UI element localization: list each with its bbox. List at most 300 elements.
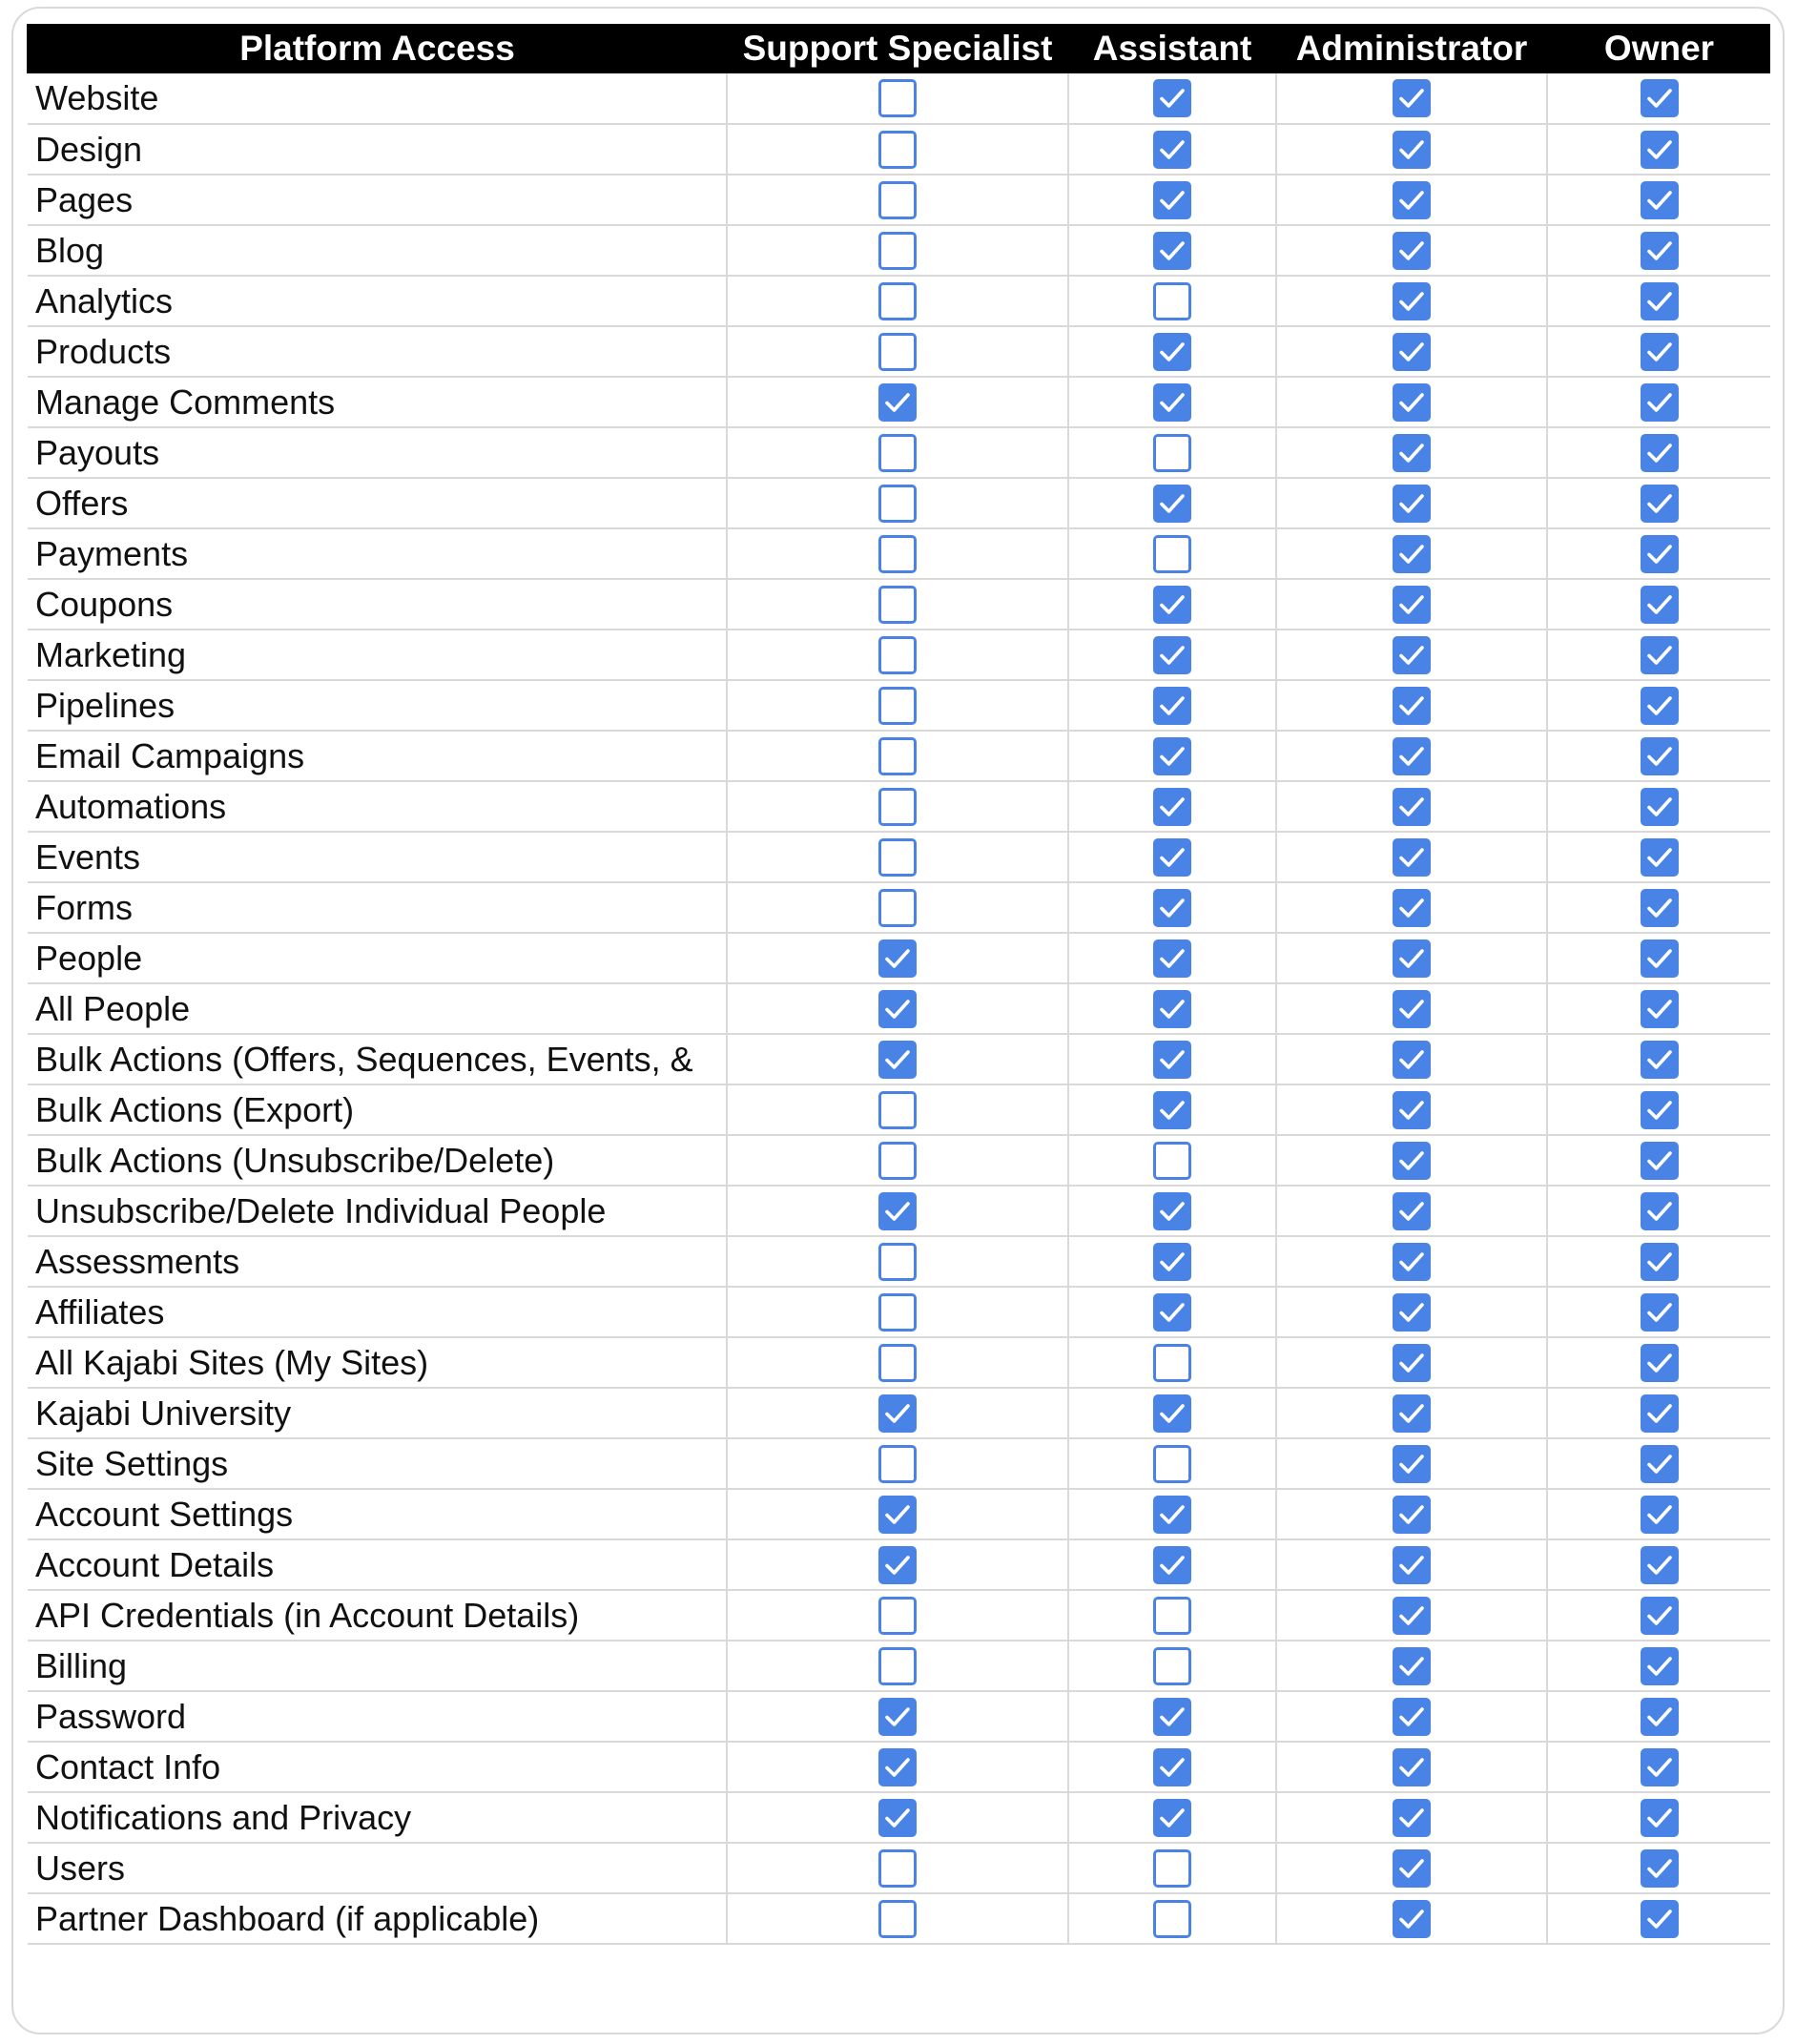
- checkbox-checked-icon[interactable]: [1153, 889, 1191, 927]
- cell-assistant: [1068, 1287, 1276, 1337]
- header-support-specialist: Support Specialist: [727, 24, 1068, 73]
- cell-administrator: [1276, 630, 1547, 680]
- permission-label: Offers: [28, 478, 727, 528]
- checkbox-checked-icon[interactable]: [1393, 1647, 1431, 1685]
- table-row: [28, 1843, 1770, 1893]
- cell-administrator: [1276, 1691, 1547, 1742]
- checkbox-checked-icon[interactable]: [1393, 586, 1431, 624]
- table-row: [28, 326, 1770, 377]
- checkbox-checked-icon[interactable]: [1641, 636, 1679, 674]
- permission-label: API Credentials (in Account Details): [28, 1590, 727, 1641]
- cell-owner: [1547, 1186, 1770, 1236]
- checkbox-checked-icon[interactable]: [1153, 586, 1191, 624]
- cell-assistant: [1068, 73, 1276, 124]
- checkbox-checked-icon[interactable]: [878, 990, 917, 1028]
- checkbox-checked-icon[interactable]: [1393, 939, 1431, 978]
- cell-support-specialist: [727, 832, 1068, 882]
- table-row: [28, 1236, 1770, 1287]
- checkbox-checked-icon[interactable]: [1393, 1243, 1431, 1281]
- table-row: [28, 427, 1770, 478]
- checkbox-unchecked-icon[interactable]: [878, 181, 917, 219]
- checkbox-checked-icon[interactable]: [878, 1799, 917, 1837]
- cell-owner: [1547, 1135, 1770, 1186]
- cell-owner: [1547, 1034, 1770, 1084]
- checkbox-checked-icon[interactable]: [1641, 1647, 1679, 1685]
- checkbox-checked-icon[interactable]: [1641, 737, 1679, 775]
- checkbox-checked-icon[interactable]: [1153, 181, 1191, 219]
- checkbox-checked-icon[interactable]: [1153, 1496, 1191, 1534]
- cell-owner: [1547, 983, 1770, 1034]
- permission-label: Billing: [28, 1641, 727, 1691]
- checkbox-checked-icon[interactable]: [1641, 1900, 1679, 1938]
- checkbox-checked-icon[interactable]: [1641, 1394, 1679, 1433]
- cell-administrator: [1276, 1590, 1547, 1641]
- cell-owner: [1547, 832, 1770, 882]
- cell-support-specialist: [727, 124, 1068, 175]
- checkbox-checked-icon[interactable]: [878, 1394, 917, 1433]
- cell-assistant: [1068, 1641, 1276, 1691]
- cell-support-specialist: [727, 1084, 1068, 1135]
- checkbox-checked-icon[interactable]: [1393, 687, 1431, 725]
- checkbox-checked-icon[interactable]: [1641, 788, 1679, 826]
- cell-assistant: [1068, 1539, 1276, 1590]
- cell-administrator: [1276, 124, 1547, 175]
- header-platform-access: Platform Access: [28, 24, 727, 73]
- permission-label: Account Details: [28, 1539, 727, 1590]
- checkbox-checked-icon[interactable]: [1153, 838, 1191, 877]
- checkbox-checked-icon[interactable]: [878, 1748, 917, 1786]
- checkbox-checked-icon[interactable]: [1641, 838, 1679, 877]
- cell-administrator: [1276, 528, 1547, 579]
- cell-assistant: [1068, 933, 1276, 983]
- checkbox-unchecked-icon[interactable]: [1153, 1142, 1191, 1180]
- permission-label: Email Campaigns: [28, 731, 727, 781]
- cell-owner: [1547, 1539, 1770, 1590]
- cell-owner: [1547, 276, 1770, 326]
- cell-support-specialist: [727, 377, 1068, 427]
- permission-label: Products: [28, 326, 727, 377]
- cell-administrator: [1276, 1287, 1547, 1337]
- cell-owner: [1547, 1084, 1770, 1135]
- checkbox-unchecked-icon[interactable]: [878, 1900, 917, 1938]
- permission-label: Pipelines: [28, 680, 727, 731]
- checkbox-checked-icon[interactable]: [1393, 1394, 1431, 1433]
- checkbox-checked-icon[interactable]: [1393, 232, 1431, 270]
- checkbox-checked-icon[interactable]: [1393, 535, 1431, 573]
- checkbox-checked-icon[interactable]: [878, 1546, 917, 1584]
- checkbox-checked-icon[interactable]: [1393, 383, 1431, 422]
- cell-owner: [1547, 528, 1770, 579]
- checkbox-checked-icon[interactable]: [1393, 1698, 1431, 1736]
- checkbox-unchecked-icon[interactable]: [878, 636, 917, 674]
- cell-support-specialist: [727, 882, 1068, 933]
- cell-owner: [1547, 680, 1770, 731]
- permission-label: All People: [28, 983, 727, 1034]
- checkbox-checked-icon[interactable]: [1153, 1192, 1191, 1230]
- checkbox-checked-icon[interactable]: [1153, 485, 1191, 523]
- table-row: [28, 175, 1770, 225]
- checkbox-unchecked-icon[interactable]: [878, 434, 917, 472]
- cell-owner: [1547, 124, 1770, 175]
- table-row: [28, 73, 1770, 124]
- cell-assistant: [1068, 175, 1276, 225]
- checkbox-unchecked-icon[interactable]: [878, 535, 917, 573]
- checkbox-checked-icon[interactable]: [1393, 1091, 1431, 1129]
- checkbox-unchecked-icon[interactable]: [878, 788, 917, 826]
- table-row: [28, 1539, 1770, 1590]
- table-row: [28, 1893, 1770, 1944]
- cell-administrator: [1276, 73, 1547, 124]
- permission-label: Contact Info: [28, 1742, 727, 1792]
- cell-administrator: [1276, 175, 1547, 225]
- checkbox-checked-icon[interactable]: [1641, 1748, 1679, 1786]
- checkbox-checked-icon[interactable]: [1153, 1041, 1191, 1079]
- permissions-table: [27, 24, 1770, 1945]
- checkbox-checked-icon[interactable]: [1393, 1192, 1431, 1230]
- checkbox-unchecked-icon[interactable]: [878, 889, 917, 927]
- cell-assistant: [1068, 1236, 1276, 1287]
- cell-support-specialist: [727, 276, 1068, 326]
- checkbox-checked-icon[interactable]: [1393, 1496, 1431, 1534]
- checkbox-checked-icon[interactable]: [1641, 1597, 1679, 1635]
- checkbox-unchecked-icon[interactable]: [1153, 1647, 1191, 1685]
- checkbox-checked-icon[interactable]: [1641, 1445, 1679, 1483]
- permission-label: Assessments: [28, 1236, 727, 1287]
- permission-label: Pages: [28, 175, 727, 225]
- cell-assistant: [1068, 680, 1276, 731]
- checkbox-checked-icon[interactable]: [878, 1496, 917, 1534]
- checkbox-checked-icon[interactable]: [1641, 131, 1679, 169]
- cell-administrator: [1276, 1186, 1547, 1236]
- checkbox-checked-icon[interactable]: [1153, 232, 1191, 270]
- permission-label: Kajabi University: [28, 1388, 727, 1438]
- checkbox-checked-icon[interactable]: [1393, 1748, 1431, 1786]
- cell-assistant: [1068, 832, 1276, 882]
- checkbox-checked-icon[interactable]: [1153, 1091, 1191, 1129]
- checkbox-checked-icon[interactable]: [1153, 1748, 1191, 1786]
- checkbox-checked-icon[interactable]: [878, 383, 917, 422]
- table-row: [28, 731, 1770, 781]
- cell-support-specialist: [727, 528, 1068, 579]
- table-row: [28, 1034, 1770, 1084]
- checkbox-checked-icon[interactable]: [1641, 485, 1679, 523]
- cell-administrator: [1276, 1539, 1547, 1590]
- cell-support-specialist: [727, 1236, 1068, 1287]
- permission-label: Marketing: [28, 630, 727, 680]
- cell-support-specialist: [727, 1742, 1068, 1792]
- cell-assistant: [1068, 1438, 1276, 1489]
- checkbox-unchecked-icon[interactable]: [878, 687, 917, 725]
- cell-owner: [1547, 1287, 1770, 1337]
- checkbox-checked-icon[interactable]: [878, 939, 917, 978]
- cell-support-specialist: [727, 781, 1068, 832]
- table-row: [28, 781, 1770, 832]
- cell-assistant: [1068, 1792, 1276, 1843]
- checkbox-checked-icon[interactable]: [878, 1041, 917, 1079]
- cell-support-specialist: [727, 478, 1068, 528]
- checkbox-checked-icon[interactable]: [1153, 1799, 1191, 1837]
- cell-assistant: [1068, 1337, 1276, 1388]
- checkbox-checked-icon[interactable]: [1641, 383, 1679, 422]
- cell-owner: [1547, 427, 1770, 478]
- checkbox-checked-icon[interactable]: [1393, 788, 1431, 826]
- cell-assistant: [1068, 326, 1276, 377]
- header-assistant: Assistant: [1068, 24, 1276, 73]
- checkbox-unchecked-icon[interactable]: [878, 1243, 917, 1281]
- checkbox-checked-icon[interactable]: [1393, 990, 1431, 1028]
- checkbox-unchecked-icon[interactable]: [1153, 282, 1191, 320]
- cell-assistant: [1068, 1489, 1276, 1539]
- cell-assistant: [1068, 377, 1276, 427]
- checkbox-checked-icon[interactable]: [1641, 1091, 1679, 1129]
- checkbox-unchecked-icon[interactable]: [878, 838, 917, 877]
- checkbox-checked-icon[interactable]: [1153, 1243, 1191, 1281]
- checkbox-checked-icon[interactable]: [1641, 333, 1679, 371]
- header-row: [28, 24, 1770, 73]
- checkbox-unchecked-icon[interactable]: [878, 737, 917, 775]
- cell-administrator: [1276, 1438, 1547, 1489]
- checkbox-checked-icon[interactable]: [1393, 889, 1431, 927]
- permission-label: Forms: [28, 882, 727, 933]
- table-row: [28, 579, 1770, 630]
- checkbox-checked-icon[interactable]: [1393, 434, 1431, 472]
- checkbox-checked-icon[interactable]: [1393, 1293, 1431, 1332]
- checkbox-unchecked-icon[interactable]: [878, 232, 917, 270]
- cell-owner: [1547, 1742, 1770, 1792]
- cell-support-specialist: [727, 1135, 1068, 1186]
- checkbox-unchecked-icon[interactable]: [1153, 1900, 1191, 1938]
- checkbox-unchecked-icon[interactable]: [1153, 434, 1191, 472]
- permission-label: Payouts: [28, 427, 727, 478]
- cell-support-specialist: [727, 427, 1068, 478]
- cell-assistant: [1068, 781, 1276, 832]
- cell-support-specialist: [727, 1843, 1068, 1893]
- checkbox-checked-icon[interactable]: [1641, 889, 1679, 927]
- checkbox-checked-icon[interactable]: [1153, 383, 1191, 422]
- cell-assistant: [1068, 731, 1276, 781]
- checkbox-checked-icon[interactable]: [1153, 1546, 1191, 1584]
- permission-label: Bulk Actions (Unsubscribe/Delete): [28, 1135, 727, 1186]
- cell-assistant: [1068, 1388, 1276, 1438]
- cell-administrator: [1276, 427, 1547, 478]
- checkbox-checked-icon[interactable]: [1641, 282, 1679, 320]
- permission-label: Events: [28, 832, 727, 882]
- table-row: [28, 933, 1770, 983]
- cell-support-specialist: [727, 1489, 1068, 1539]
- checkbox-unchecked-icon[interactable]: [878, 1142, 917, 1180]
- checkbox-checked-icon[interactable]: [1641, 990, 1679, 1028]
- cell-owner: [1547, 1691, 1770, 1742]
- cell-assistant: [1068, 579, 1276, 630]
- checkbox-unchecked-icon[interactable]: [878, 131, 917, 169]
- cell-administrator: [1276, 680, 1547, 731]
- cell-assistant: [1068, 478, 1276, 528]
- checkbox-unchecked-icon[interactable]: [878, 1597, 917, 1635]
- checkbox-unchecked-icon[interactable]: [878, 79, 917, 117]
- checkbox-checked-icon[interactable]: [1393, 333, 1431, 371]
- permission-label: Site Settings: [28, 1438, 727, 1489]
- cell-support-specialist: [727, 1792, 1068, 1843]
- checkbox-checked-icon[interactable]: [1393, 1900, 1431, 1938]
- checkbox-unchecked-icon[interactable]: [878, 485, 917, 523]
- cell-administrator: [1276, 579, 1547, 630]
- cell-support-specialist: [727, 933, 1068, 983]
- checkbox-unchecked-icon[interactable]: [1153, 1849, 1191, 1888]
- permission-label: Bulk Actions (Export): [28, 1084, 727, 1135]
- cell-owner: [1547, 1792, 1770, 1843]
- checkbox-checked-icon[interactable]: [1641, 535, 1679, 573]
- table-row: [28, 1438, 1770, 1489]
- checkbox-checked-icon[interactable]: [1393, 1597, 1431, 1635]
- checkbox-checked-icon[interactable]: [1641, 1849, 1679, 1888]
- cell-assistant: [1068, 1084, 1276, 1135]
- cell-owner: [1547, 579, 1770, 630]
- checkbox-checked-icon[interactable]: [1393, 838, 1431, 877]
- checkbox-unchecked-icon[interactable]: [1153, 1445, 1191, 1483]
- cell-support-specialist: [727, 1337, 1068, 1388]
- checkbox-unchecked-icon[interactable]: [878, 1647, 917, 1685]
- cell-administrator: [1276, 1135, 1547, 1186]
- table-row: [28, 1641, 1770, 1691]
- cell-owner: [1547, 781, 1770, 832]
- checkbox-checked-icon[interactable]: [1153, 131, 1191, 169]
- checkbox-checked-icon[interactable]: [1153, 687, 1191, 725]
- checkbox-checked-icon[interactable]: [1641, 1344, 1679, 1382]
- checkbox-checked-icon[interactable]: [1153, 636, 1191, 674]
- checkbox-checked-icon[interactable]: [1153, 737, 1191, 775]
- checkbox-checked-icon[interactable]: [1153, 79, 1191, 117]
- checkbox-checked-icon[interactable]: [1641, 1142, 1679, 1180]
- cell-administrator: [1276, 1236, 1547, 1287]
- checkbox-checked-icon[interactable]: [1641, 1546, 1679, 1584]
- checkbox-checked-icon[interactable]: [1641, 1243, 1679, 1281]
- table-row: [28, 983, 1770, 1034]
- checkbox-checked-icon[interactable]: [1153, 1293, 1191, 1332]
- cell-owner: [1547, 326, 1770, 377]
- cell-support-specialist: [727, 1186, 1068, 1236]
- checkbox-checked-icon[interactable]: [1641, 1799, 1679, 1837]
- checkbox-checked-icon[interactable]: [1393, 1849, 1431, 1888]
- cell-administrator: [1276, 1084, 1547, 1135]
- cell-support-specialist: [727, 1438, 1068, 1489]
- checkbox-checked-icon[interactable]: [1393, 181, 1431, 219]
- checkbox-checked-icon[interactable]: [1641, 1293, 1679, 1332]
- cell-support-specialist: [727, 1641, 1068, 1691]
- cell-owner: [1547, 1489, 1770, 1539]
- cell-support-specialist: [727, 983, 1068, 1034]
- checkbox-checked-icon[interactable]: [1641, 1041, 1679, 1079]
- permission-label: Analytics: [28, 276, 727, 326]
- checkbox-checked-icon[interactable]: [1641, 1192, 1679, 1230]
- checkbox-unchecked-icon[interactable]: [878, 1091, 917, 1129]
- cell-owner: [1547, 1843, 1770, 1893]
- checkbox-checked-icon[interactable]: [1641, 181, 1679, 219]
- table-row: [28, 1489, 1770, 1539]
- checkbox-checked-icon[interactable]: [1393, 1799, 1431, 1837]
- permission-label: Bulk Actions (Offers, Sequences, Events, &: [28, 1034, 727, 1084]
- checkbox-checked-icon[interactable]: [1393, 1344, 1431, 1382]
- checkbox-checked-icon[interactable]: [1393, 79, 1431, 117]
- cell-owner: [1547, 175, 1770, 225]
- table-row: [28, 276, 1770, 326]
- checkbox-checked-icon[interactable]: [1641, 232, 1679, 270]
- checkbox-checked-icon[interactable]: [1393, 131, 1431, 169]
- cell-support-specialist: [727, 326, 1068, 377]
- permission-label: Users: [28, 1843, 727, 1893]
- table-body: [28, 73, 1770, 1944]
- cell-owner: [1547, 377, 1770, 427]
- table-row: [28, 377, 1770, 427]
- cell-owner: [1547, 933, 1770, 983]
- checkbox-checked-icon[interactable]: [1393, 636, 1431, 674]
- checkbox-unchecked-icon[interactable]: [1153, 1597, 1191, 1635]
- table-row: [28, 1792, 1770, 1843]
- checkbox-unchecked-icon[interactable]: [878, 1849, 917, 1888]
- cell-owner: [1547, 630, 1770, 680]
- checkbox-checked-icon[interactable]: [1393, 1041, 1431, 1079]
- cell-assistant: [1068, 630, 1276, 680]
- cell-assistant: [1068, 1590, 1276, 1641]
- checkbox-checked-icon[interactable]: [1153, 333, 1191, 371]
- checkbox-unchecked-icon[interactable]: [878, 586, 917, 624]
- checkbox-checked-icon[interactable]: [1393, 1546, 1431, 1584]
- checkbox-checked-icon[interactable]: [1641, 687, 1679, 725]
- checkbox-checked-icon[interactable]: [1641, 939, 1679, 978]
- checkbox-checked-icon[interactable]: [1153, 990, 1191, 1028]
- checkbox-unchecked-icon[interactable]: [878, 1293, 917, 1332]
- table-row: [28, 882, 1770, 933]
- cell-assistant: [1068, 882, 1276, 933]
- permission-label: Unsubscribe/Delete Individual People: [28, 1186, 727, 1236]
- checkbox-checked-icon[interactable]: [878, 1698, 917, 1736]
- table-row: [28, 528, 1770, 579]
- checkbox-checked-icon[interactable]: [1153, 1698, 1191, 1736]
- permission-label: Manage Comments: [28, 377, 727, 427]
- checkbox-checked-icon[interactable]: [1393, 737, 1431, 775]
- checkbox-unchecked-icon[interactable]: [878, 1445, 917, 1483]
- checkbox-checked-icon[interactable]: [1641, 1698, 1679, 1736]
- checkbox-checked-icon[interactable]: [1641, 586, 1679, 624]
- checkbox-checked-icon[interactable]: [1641, 79, 1679, 117]
- cell-assistant: [1068, 1843, 1276, 1893]
- checkbox-checked-icon[interactable]: [1393, 485, 1431, 523]
- checkbox-unchecked-icon[interactable]: [1153, 1344, 1191, 1382]
- checkbox-checked-icon[interactable]: [1153, 788, 1191, 826]
- checkbox-unchecked-icon[interactable]: [878, 282, 917, 320]
- cell-administrator: [1276, 933, 1547, 983]
- checkbox-checked-icon[interactable]: [1393, 1142, 1431, 1180]
- checkbox-checked-icon[interactable]: [1393, 1445, 1431, 1483]
- checkbox-checked-icon[interactable]: [878, 1192, 917, 1230]
- cell-owner: [1547, 73, 1770, 124]
- checkbox-unchecked-icon[interactable]: [878, 1344, 917, 1382]
- cell-support-specialist: [727, 175, 1068, 225]
- cell-assistant: [1068, 124, 1276, 175]
- cell-administrator: [1276, 326, 1547, 377]
- cell-administrator: [1276, 731, 1547, 781]
- checkbox-checked-icon[interactable]: [1153, 1394, 1191, 1433]
- checkbox-checked-icon[interactable]: [1641, 434, 1679, 472]
- checkbox-unchecked-icon[interactable]: [1153, 535, 1191, 573]
- checkbox-checked-icon[interactable]: [1393, 282, 1431, 320]
- table-row: [28, 1135, 1770, 1186]
- cell-support-specialist: [727, 225, 1068, 276]
- permission-label: Notifications and Privacy: [28, 1792, 727, 1843]
- checkbox-checked-icon[interactable]: [1153, 939, 1191, 978]
- checkbox-checked-icon[interactable]: [1641, 1496, 1679, 1534]
- cell-assistant: [1068, 427, 1276, 478]
- checkbox-unchecked-icon[interactable]: [878, 333, 917, 371]
